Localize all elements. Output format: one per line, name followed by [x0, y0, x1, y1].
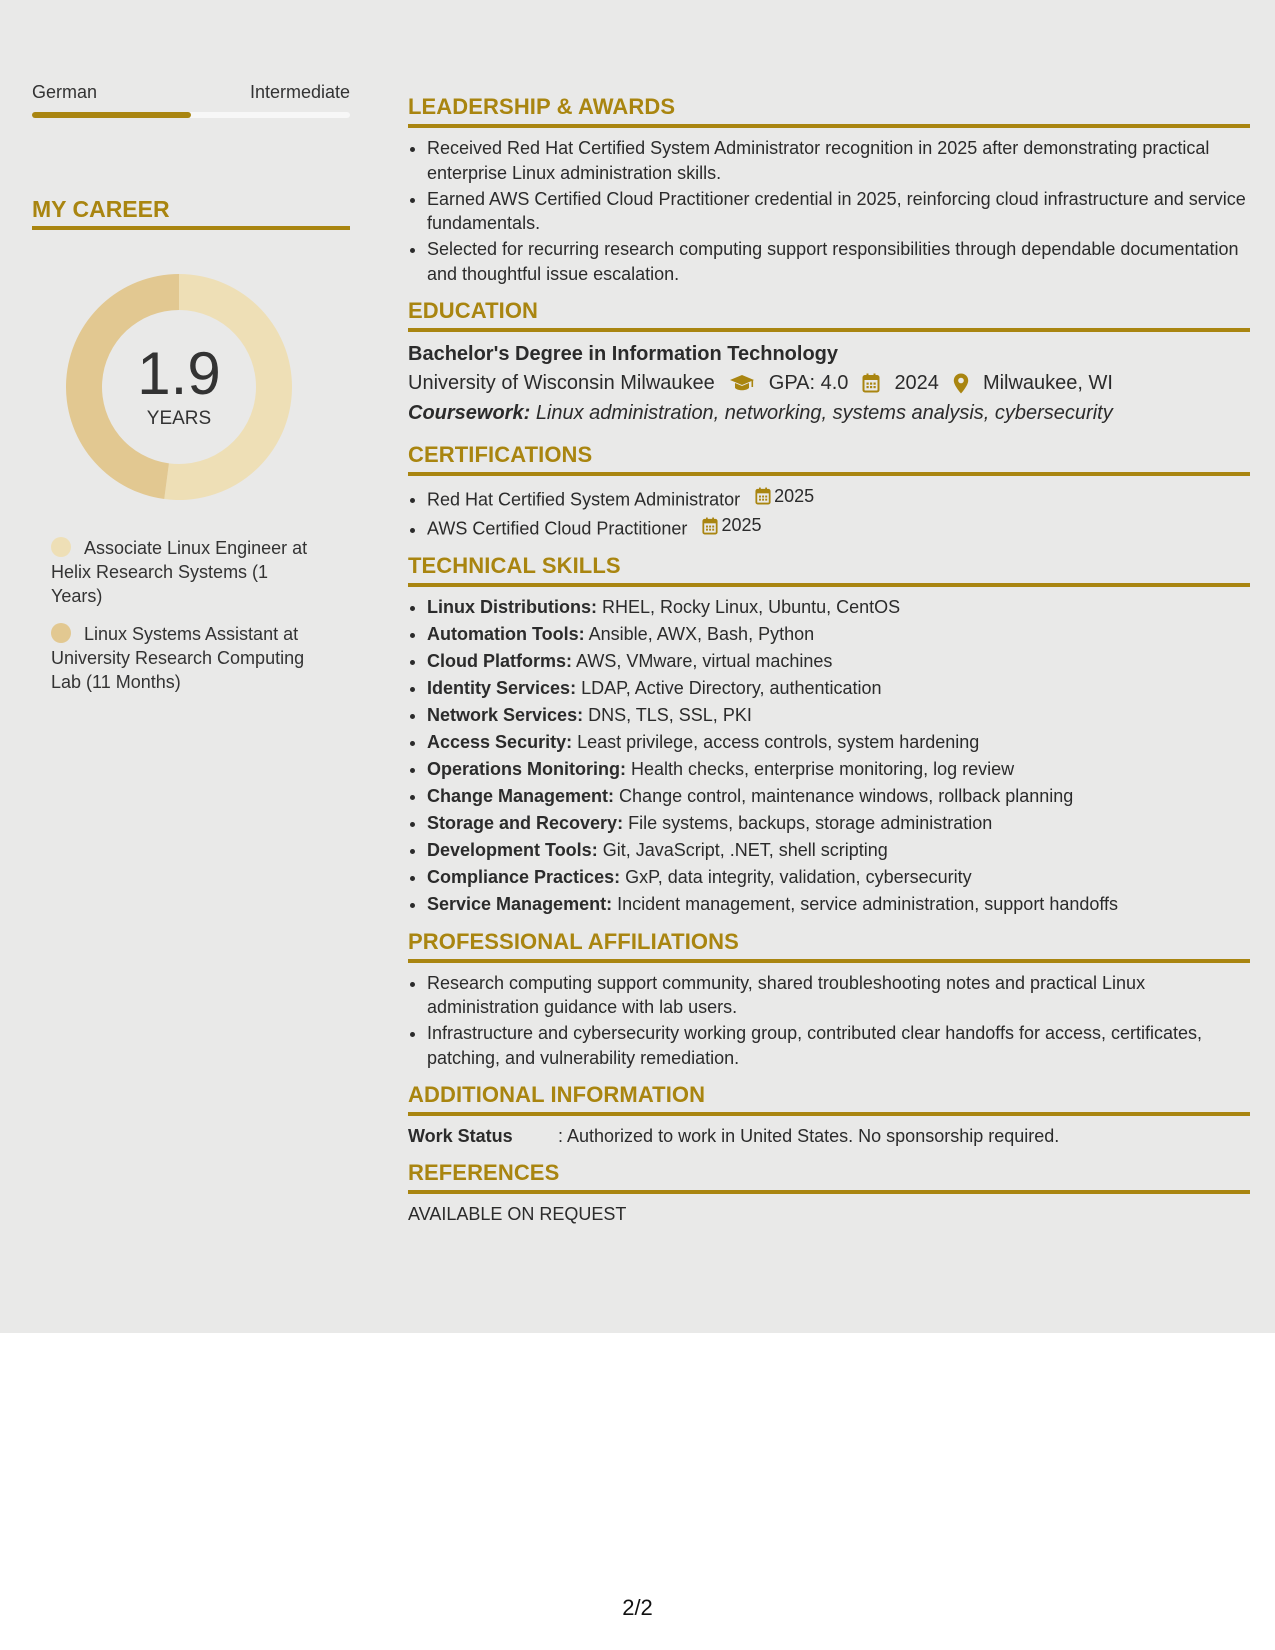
section-heading: TECHNICAL SKILLS: [408, 553, 1250, 587]
skill-item: [427, 811, 1250, 836]
calendar-icon: [702, 517, 718, 535]
skill-category: Development Tools:: [427, 840, 598, 860]
career-legend-label: Associate Linux Engineer at Helix Research Systems (1 Years): [51, 538, 308, 606]
skill-item: [427, 784, 1250, 809]
language-name: German: [32, 82, 98, 102]
career-legend-item: [51, 622, 321, 694]
section-heading: EDUCATION: [408, 298, 1250, 332]
technical-skills-section: [408, 553, 1250, 917]
section-heading: LEADERSHIP & AWARDS: [408, 94, 1250, 128]
skill-values: Incident management, service administration, support handoffs: [617, 894, 1119, 914]
calendar-icon: [755, 487, 771, 505]
language-proficiency-bar: [32, 112, 350, 118]
work-status-row: [408, 1124, 1250, 1148]
language-row: [32, 82, 350, 103]
skill-item: [427, 649, 1250, 674]
certification-item: [427, 484, 1250, 512]
skill-values: Health checks, enterprise monitoring, log review: [631, 759, 1015, 779]
career-legend-item: [51, 536, 321, 608]
section-heading: CERTIFICATIONS: [408, 442, 1250, 476]
affiliations-section: [408, 929, 1250, 1071]
certification-item: [427, 513, 1250, 541]
certification-name: AWS Certified Cloud Practitioner: [427, 518, 688, 539]
degree-title: Bachelor's Degree in Information Technology: [408, 343, 839, 365]
school-location: Milwaukee, WI: [982, 372, 1113, 394]
references-text: AVAILABLE ON REQUEST: [408, 1204, 627, 1224]
gpa: GPA: 4.0: [768, 372, 849, 394]
skill-values: AWS, VMware, virtual machines: [576, 651, 833, 671]
certification-year: 2025: [774, 486, 815, 506]
skill-values: GxP, data integrity, validation, cybersecurity: [625, 867, 972, 887]
sidebar: [32, 82, 350, 708]
career-total-value: 1.9: [137, 340, 221, 407]
list-item: • Received Red Hat Certified System Administrator recognition in 2025 after demonstrating practical enterprise Linux administration skills.: [427, 136, 1250, 185]
skill-item: [427, 595, 1250, 620]
skill-values: Least privilege, access controls, system hardening: [577, 732, 980, 752]
school-name: University of Wisconsin Milwaukee: [408, 372, 715, 394]
coursework-label: Coursework:: [408, 402, 531, 424]
skill-category: Automation Tools:: [427, 624, 585, 644]
certification-name: Red Hat Certified System Administrator: [427, 489, 741, 510]
skill-values: Change control, maintenance windows, rollback planning: [619, 786, 1074, 806]
section-heading: PROFESSIONAL AFFILIATIONS: [408, 929, 1250, 963]
additional-info-section: [408, 1082, 1250, 1148]
skill-category: Cloud Platforms:: [427, 651, 573, 671]
skill-category: Compliance Practices:: [427, 867, 621, 887]
skill-category: Change Management:: [427, 786, 615, 806]
work-status-label: Work Status: [408, 1126, 513, 1146]
skill-category: Identity Services:: [427, 678, 577, 698]
skill-item: [427, 892, 1250, 917]
skill-values: File systems, backups, storage administration: [628, 813, 993, 833]
skill-values: Ansible, AWX, Bash, Python: [588, 624, 815, 644]
leadership-section: [408, 94, 1250, 286]
page-number: 2/2: [622, 1595, 653, 1620]
skills-list: [408, 595, 1250, 917]
career-legend: [32, 536, 350, 694]
skill-category: Service Management:: [427, 894, 613, 914]
skill-values: RHEL, Rocky Linux, Ubuntu, CentOS: [602, 597, 901, 617]
skill-category: Storage and Recovery:: [427, 813, 624, 833]
legend-swatch: [51, 623, 71, 643]
list-item: • Infrastructure and cybersecurity working group, contributed clear handoffs for access, certificates, patching, and vulnerability remediation.: [427, 1021, 1250, 1070]
career-donut-chart: [66, 274, 292, 500]
map-pin-icon: [953, 373, 969, 394]
skill-item: [427, 622, 1250, 647]
calendar-icon: [862, 373, 880, 393]
references-section: [408, 1160, 1250, 1226]
skill-values: DNS, TLS, SSL, PKI: [588, 705, 752, 725]
skill-category: Linux Distributions:: [427, 597, 597, 617]
work-status-value: : Authorized to work in United States. No sponsorship required.: [558, 1126, 1060, 1146]
certification-year: 2025: [721, 515, 762, 536]
main-content: [408, 94, 1250, 1238]
section-heading: ADDITIONAL INFORMATION: [408, 1082, 1250, 1116]
language-proficiency-fill: [32, 112, 191, 118]
skill-values: Git, JavaScript, .NET, shell scripting: [602, 840, 888, 860]
career-legend-label: Linux Systems Assistant at University Research Computing Lab (11 Months): [51, 624, 305, 692]
list-item: • Selected for recurring research computing support responsibilities through dependable documentation and thoughtful issue escalation.: [427, 237, 1250, 286]
certifications-section: [408, 442, 1250, 541]
skill-category: Operations Monitoring:: [427, 759, 626, 779]
skill-values: LDAP, Active Directory, authentication: [581, 678, 882, 698]
skill-item: [427, 838, 1250, 863]
section-heading: REFERENCES: [408, 1160, 1250, 1194]
skill-item: [427, 703, 1250, 728]
legend-swatch: [51, 537, 71, 557]
career-heading: MY CAREER: [32, 196, 350, 230]
education-details: [408, 368, 1250, 398]
skill-item: [427, 730, 1250, 755]
language-level: Intermediate: [249, 82, 350, 102]
skill-category: Network Services:: [427, 705, 584, 725]
list-item: • Earned AWS Certified Cloud Practitioner credential in 2025, reinforcing cloud infrastructure and service fundamentals.: [427, 187, 1250, 236]
coursework: [408, 398, 1250, 428]
career-total-unit: YEARS: [146, 408, 212, 429]
skill-item: [427, 757, 1250, 782]
skill-item: [427, 676, 1250, 701]
graduation-cap-icon: [729, 374, 755, 392]
graduation-year: 2024: [894, 372, 939, 394]
list-item: • Research computing support community, shared troubleshooting notes and practical Linux administration guidance with lab users.: [427, 971, 1250, 1020]
coursework-text: Linux administration, networking, systems analysis, cybersecurity: [535, 402, 1113, 424]
skill-category: Access Security:: [427, 732, 573, 752]
skill-item: [427, 865, 1250, 890]
education-section: [408, 298, 1250, 428]
